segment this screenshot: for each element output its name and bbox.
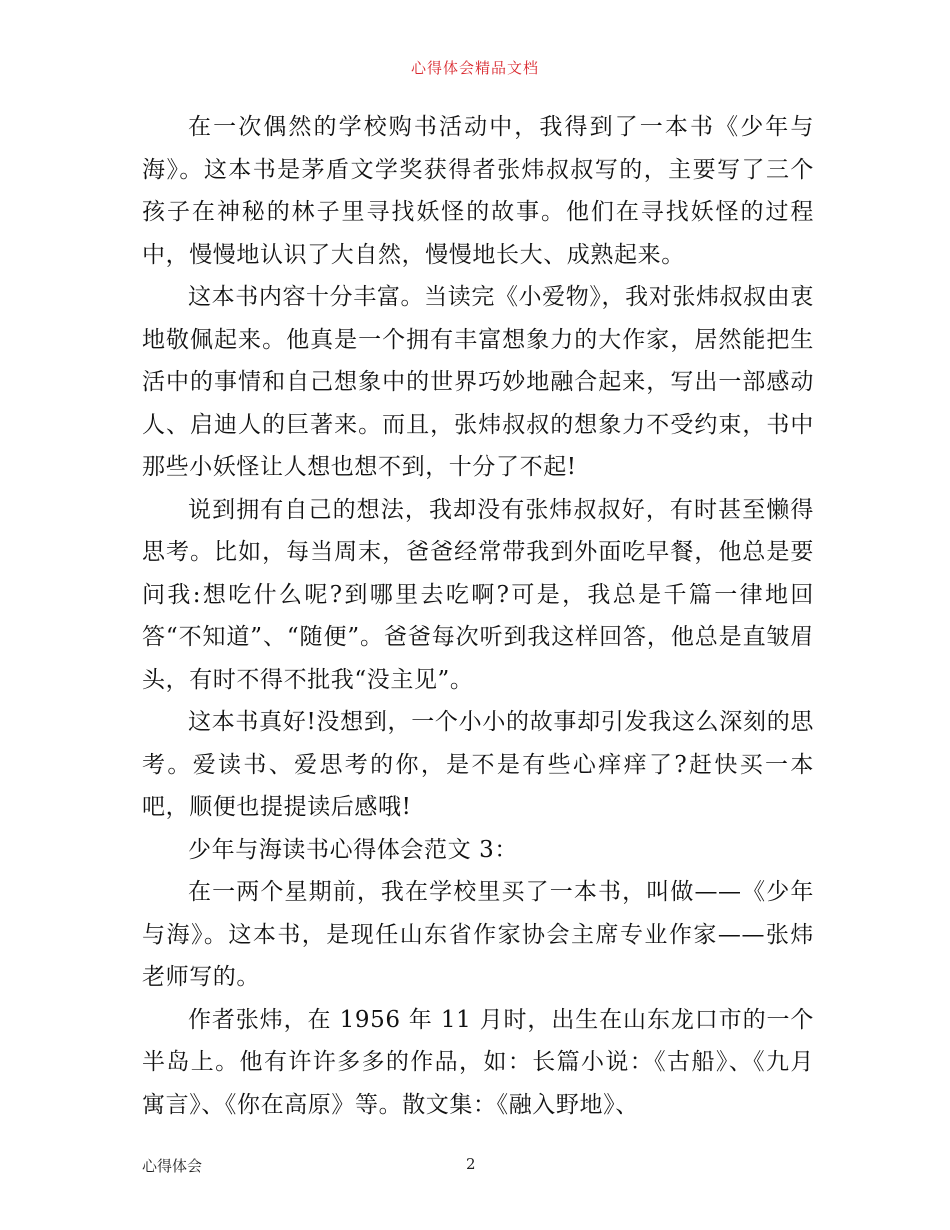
section-heading: 少年与海读书心得体会范文 3： (188, 836, 518, 863)
footer-label: 心得体会 (142, 1157, 203, 1175)
paragraph: 在一次偶然的学校购书活动中，我得到了一本书《少年与海》。这本书是茅盾文学奖获得者张炜叔叔写的，主要写了三个孩子在神秘的林子里寻找妖怪的故事。他们在寻找妖怪的过程中，慢慢地认识了大自然，慢慢地长大、成熟起来。 (142, 114, 814, 268)
paragraph: 在一两个星期前，我在学校里买了一本书，叫做——《少年与海》。这本书，是现任山东省作家协会主席专业作家——张炜老师写的。 (142, 879, 814, 990)
paragraph: 这本书内容十分丰富。当读完《小爱物》，我对张炜叔叔由衷地敬佩起来。他真是一个拥有丰富想象力的大作家，居然能把生活中的事情和自己想象中的世界巧妙地融合起来，写出一部感动人、启迪人的巨著来。而且，张炜叔叔的想象力不受约束，书中那些小妖怪让人想也想不到，十分了不起! (142, 284, 814, 480)
document-body (142, 106, 814, 1126)
paragraph: 这本书真好!没想到，一个小小的故事却引发我这么深刻的思考。爱读书、爱思考的你，是不是有些心痒痒了?赶快买一本吧，顺便也提提读后感哦! (142, 709, 814, 820)
paragraph: 作者张炜，在 1956 年 11 月时，出生在山东龙口市的一个半岛上。他有许许多多的作品，如：长篇小说：《古船》、《九月寓言》、《你在高原》等。散文集：《融入野地》、 (142, 1006, 814, 1118)
page-number: 2 (466, 1155, 476, 1173)
page-header-title: 心得体会精品文档 (410, 59, 539, 77)
paragraph: 说到拥有自己的想法，我却没有张炜叔叔好，有时甚至懒得思考。比如，每当周末，爸爸经常带我到外面吃早餐，他总是要问我:想吃什么呢?到哪里去吃啊?可是，我总是千篇一律地回答“不知道”、“随便”。爸爸每次听到我这样回答，他总是直皱眉头，有时不得不批我“没主见”。 (142, 496, 814, 693)
